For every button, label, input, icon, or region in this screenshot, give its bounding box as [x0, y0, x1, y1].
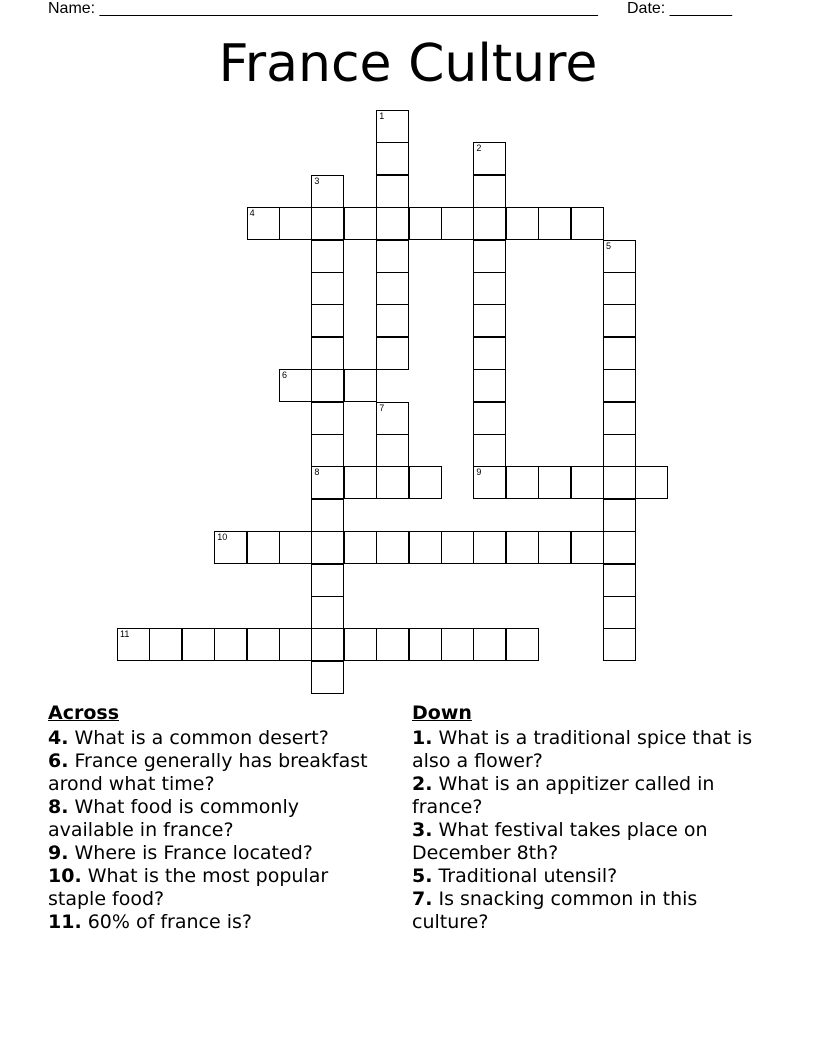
name-field-label: Name: ________________________________________________________	[48, 0, 598, 17]
grid-cell[interactable]	[603, 434, 636, 467]
grid-cell[interactable]	[603, 337, 636, 370]
grid-cell[interactable]	[311, 466, 344, 499]
grid-cell[interactable]	[311, 337, 344, 370]
down-clue	[412, 773, 772, 819]
grid-cell[interactable]	[376, 272, 409, 305]
grid-cell[interactable]	[376, 175, 409, 208]
across-clue	[48, 727, 378, 750]
grid-cell[interactable]	[376, 628, 409, 661]
clue-number: 1.	[412, 727, 433, 749]
grid-cell[interactable]	[473, 628, 506, 661]
grid-cell[interactable]	[409, 628, 442, 661]
grid-cell[interactable]	[376, 466, 409, 499]
grid-cell[interactable]	[603, 304, 636, 337]
clue-number: 4	[249, 208, 255, 219]
grid-cell[interactable]	[311, 304, 344, 337]
clue-number: 8.	[48, 796, 69, 818]
grid-cell[interactable]	[376, 240, 409, 273]
grid-cell[interactable]	[311, 240, 344, 273]
clue-text: Is snacking common in this culture?	[412, 888, 698, 933]
grid-cell[interactable]	[409, 531, 442, 564]
grid-cell[interactable]	[376, 402, 409, 435]
clue-text: What is a common desert?	[68, 727, 329, 749]
grid-cell[interactable]	[506, 531, 539, 564]
grid-cell[interactable]	[473, 434, 506, 467]
grid-cell[interactable]	[311, 628, 344, 661]
grid-cell[interactable]	[441, 628, 474, 661]
grid-cell[interactable]	[473, 531, 506, 564]
grid-cell[interactable]	[214, 628, 247, 661]
grid-cell[interactable]	[409, 466, 442, 499]
clue-number: 5	[606, 240, 612, 251]
grid-cell[interactable]	[603, 596, 636, 629]
grid-cell[interactable]	[311, 402, 344, 435]
clue-text: Where is France located?	[68, 842, 313, 864]
grid-cell[interactable]	[538, 531, 571, 564]
grid-cell[interactable]	[311, 531, 344, 564]
down-clue	[412, 888, 772, 934]
grid-cell[interactable]	[635, 466, 668, 499]
grid-cell[interactable]	[247, 531, 280, 564]
grid-cell[interactable]	[279, 628, 312, 661]
grid-cell[interactable]	[506, 207, 539, 240]
grid-cell[interactable]	[473, 175, 506, 208]
grid-cell[interactable]	[311, 272, 344, 305]
grid-cell[interactable]	[603, 628, 636, 661]
grid-cell[interactable]	[376, 142, 409, 175]
grid-cell[interactable]	[311, 661, 344, 694]
grid-cell[interactable]	[603, 531, 636, 564]
grid-cell[interactable]	[344, 466, 377, 499]
grid-cell[interactable]	[344, 628, 377, 661]
grid-cell[interactable]	[149, 628, 182, 661]
clue-number: 2.	[412, 773, 433, 795]
grid-cell[interactable]	[214, 531, 247, 564]
grid-cell[interactable]	[571, 207, 604, 240]
down-clue	[412, 727, 772, 773]
across-heading: Across	[48, 702, 120, 724]
grid-cell[interactable]	[473, 369, 506, 402]
grid-cell[interactable]	[376, 337, 409, 370]
grid-cell[interactable]	[538, 466, 571, 499]
grid-cell[interactable]	[473, 337, 506, 370]
clue-number: 11.	[48, 911, 82, 933]
grid-cell[interactable]	[376, 531, 409, 564]
across-clue	[48, 750, 378, 796]
grid-cell[interactable]	[538, 207, 571, 240]
clue-number: 6	[282, 370, 288, 381]
grid-cell[interactable]	[311, 499, 344, 532]
clue-text: What food is commonly available in france?	[48, 796, 299, 841]
clue-number: 3.	[412, 819, 433, 841]
page-title: France Culture	[218, 34, 598, 94]
down-heading: Down	[412, 702, 472, 724]
grid-cell[interactable]	[603, 402, 636, 435]
down-clues	[412, 702, 772, 934]
grid-cell[interactable]	[311, 564, 344, 597]
grid-cell[interactable]	[473, 207, 506, 240]
across-clue	[48, 842, 378, 865]
clue-number: 5.	[412, 865, 433, 887]
clue-text: Traditional utensil?	[432, 865, 618, 887]
grid-cell[interactable]	[344, 531, 377, 564]
clue-number: 11	[120, 629, 130, 640]
clue-number: 7	[379, 402, 385, 413]
grid-cell[interactable]	[603, 272, 636, 305]
grid-cell[interactable]	[247, 628, 280, 661]
clue-text: What festival takes place on December 8th?	[412, 819, 708, 864]
down-clue	[412, 819, 772, 865]
clue-number: 7.	[412, 888, 433, 910]
clue-number: 10	[217, 532, 228, 543]
clue-number: 6.	[48, 750, 69, 772]
across-clue	[48, 911, 378, 934]
down-clue	[412, 865, 772, 888]
grid-cell[interactable]	[311, 369, 344, 402]
grid-cell[interactable]	[117, 628, 150, 661]
grid-cell[interactable]	[603, 499, 636, 532]
across-clue	[48, 796, 378, 842]
clue-text: France generally has breakfast arond what time?	[48, 750, 368, 795]
grid-cell[interactable]	[311, 434, 344, 467]
clue-number: 10.	[48, 865, 82, 887]
grid-cell[interactable]	[409, 207, 442, 240]
grid-cell[interactable]	[311, 175, 344, 208]
grid-cell[interactable]	[279, 531, 312, 564]
grid-cell[interactable]	[279, 207, 312, 240]
clue-number: 3	[314, 175, 320, 186]
grid-cell[interactable]	[441, 531, 474, 564]
grid-cell[interactable]	[603, 369, 636, 402]
grid-cell[interactable]	[473, 142, 506, 175]
grid-cell[interactable]	[506, 628, 539, 661]
date-field-label: Date: _______	[627, 0, 732, 17]
grid-cell[interactable]	[571, 466, 604, 499]
clue-text: 60% of france is?	[81, 911, 252, 933]
grid-cell[interactable]	[603, 466, 636, 499]
grid-cell[interactable]	[376, 207, 409, 240]
clue-number: 9	[476, 467, 482, 478]
grid-cell[interactable]	[441, 207, 474, 240]
grid-cell[interactable]	[376, 110, 409, 143]
clue-text: What is an appitizer called in france?	[412, 773, 715, 818]
grid-cell[interactable]	[376, 434, 409, 467]
grid-cell[interactable]	[506, 466, 539, 499]
grid-cell[interactable]	[473, 272, 506, 305]
grid-cell[interactable]	[311, 207, 344, 240]
clue-number: 9.	[48, 842, 69, 864]
across-clues	[48, 702, 378, 934]
clue-text: What is the most popular staple food?	[48, 865, 329, 910]
grid-cell[interactable]	[571, 531, 604, 564]
grid-cell[interactable]	[311, 596, 344, 629]
clue-number: 8	[314, 467, 320, 478]
grid-cell[interactable]	[182, 628, 215, 661]
grid-cell[interactable]	[473, 402, 506, 435]
grid-cell[interactable]	[247, 207, 280, 240]
clue-number: 1	[379, 111, 385, 121]
grid-cell[interactable]	[473, 304, 506, 337]
grid-cell[interactable]	[603, 240, 636, 273]
clue-number: 4.	[48, 727, 69, 749]
grid-cell[interactable]	[603, 564, 636, 597]
across-clue	[48, 865, 378, 911]
clue-text: What is a traditional spice that is also a flower?	[412, 727, 753, 772]
grid-cell[interactable]	[376, 304, 409, 337]
grid-cell[interactable]	[344, 369, 377, 402]
grid-cell[interactable]	[279, 369, 312, 402]
grid-cell[interactable]	[344, 207, 377, 240]
clue-number: 2	[476, 143, 482, 154]
grid-cell[interactable]	[473, 240, 506, 273]
grid-cell[interactable]	[473, 466, 506, 499]
